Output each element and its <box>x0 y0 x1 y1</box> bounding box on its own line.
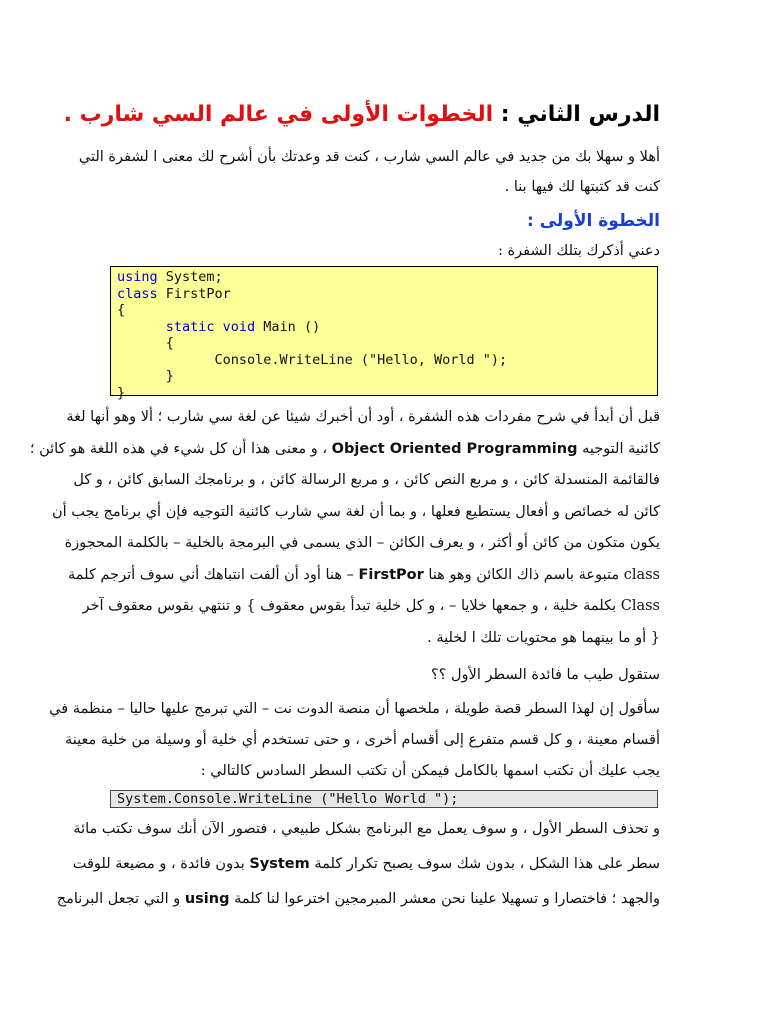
intro-paragraph <box>78 142 660 202</box>
oop-line-4: كائن له خصائص و أفعال يستطيع فعلها ، و بما أن لغة سي شارب كائنية التوجيه فإن أي برنامج يجب أن <box>51 503 660 520</box>
code-line-8: } <box>117 384 126 401</box>
reminder-text <box>116 236 660 266</box>
namespace-line-3: يجب عليك أن تكتب اسمها بالكامل فيمكن أن تكتب السطر السادس كالتالي : <box>200 763 660 779</box>
oop-paragraph <box>29 402 660 654</box>
code-line-7: } <box>117 368 174 384</box>
code-block <box>110 266 658 401</box>
oop-line-6: class متبوعة باسم ذاك الكائن وهو هنا FirstPor – هنا أود أن ألفت انتباهك أني سوف أترجم كلمة <box>68 566 660 583</box>
using-line-1: و تحذف السطر الأول ، و سوف يعمل مع البرنامج بشكل طبيعي ، فتصور الآن أنك سوف تكتب مائة <box>73 821 660 837</box>
code-line-5: { <box>117 335 174 351</box>
namespace-line-2: أقسام معينة ، و كل قسم متفرع إلى أقسام أخرى ، و حتى تستخدم أي خلية أو وسيلة من خلية معينة <box>65 732 660 748</box>
code-line-1: using System; <box>117 269 223 285</box>
oop-line-3: فالقائمة المنسدلة كائن ، و مربع النص كائن ، و مربع الرسالة كائن ، و برنامجك السابق كائن ، و كل <box>73 472 660 488</box>
code-line-3: { <box>117 302 126 318</box>
code-line-4: static void Main () <box>117 318 321 335</box>
lesson-title-prefix: الدرس الثاني : <box>493 102 660 127</box>
using-term: using <box>184 891 230 907</box>
step1-heading: الخطوة الأولى : <box>527 211 660 231</box>
lesson-title <box>63 100 660 130</box>
oop-line-5: يكون متكون من كائن أو أكثر ، و يعرف الكائن – الذي يسمى في البرمجة بالخلية – بالكلمة المحجوزة <box>64 535 660 551</box>
question-line: ستقول طيب ما فائدة السطر الأول ؟؟ <box>431 667 660 683</box>
using-line-3: والجهد ؛ فاختصارا و تسهيلا علينا نحن معشر المبرمجين اخترعوا لنا كلمة using و التي تجعل البرنامج <box>56 891 660 907</box>
code-line-2: class FirstPor <box>117 285 231 302</box>
namespace-line-1: سأقول إن لهذا السطر قصة طويلة ، ملخصها أن منصة الدوت نت – التي تبرمج عليها حاليا – منظمة في <box>49 701 660 717</box>
intro-line-2: كنت قد كتبتها لك فيها بنا . <box>504 179 660 195</box>
using-paragraph <box>56 812 660 917</box>
reminder-line: دعني أذكرك بتلك الشفرة : <box>498 243 660 259</box>
full-name-code-line: System.Console.WriteLine ("Hello World "); <box>110 790 658 808</box>
oop-line-1: قبل أن أبدأ في شرح مفردات هذه الشفرة ، أود أن أخبرك شيئا عن لغة سي شارب ؛ ألا وهو أنها لغة <box>66 409 660 425</box>
oop-line-7: Class بكلمة خلية ، و جمعها خلايا – ، و كل خلية تبدأ بقوس معقوف } و تنتهي بقوس معقوف آخر <box>82 598 660 614</box>
system-term: System <box>249 856 310 872</box>
code-line-6: Console.WriteLine ("Hello, World "); <box>117 351 508 368</box>
class-name-term: FirstPor <box>358 566 424 583</box>
using-line-2: سطر على هذا الشكل ، بدون شك سوف يصبح تكرار كلمة System بدون فائدة ، و مضيعة للوقت <box>72 856 660 872</box>
oop-line-2: كائنية التوجيه Object Oriented Programming ، و معنى هذا أن كل شيء في هذه اللغة هو كائن ؛ <box>29 440 660 457</box>
oop-line-8: { أو ما بينهما هو محتويات تلك ا لخلية . <box>427 629 660 646</box>
intro-line-1: أهلا و سهلا بك من جديد في عالم السي شارب ، كنت قد وعدتك بأن أشرح لك معنى ا لشفرة التي <box>78 149 660 165</box>
question-text <box>116 660 660 690</box>
lesson-title-main: الخطوات الأولى في عالم السي شارب . <box>63 102 494 127</box>
oop-term: Object Oriented Programming <box>331 440 578 457</box>
namespace-paragraph <box>49 694 660 787</box>
